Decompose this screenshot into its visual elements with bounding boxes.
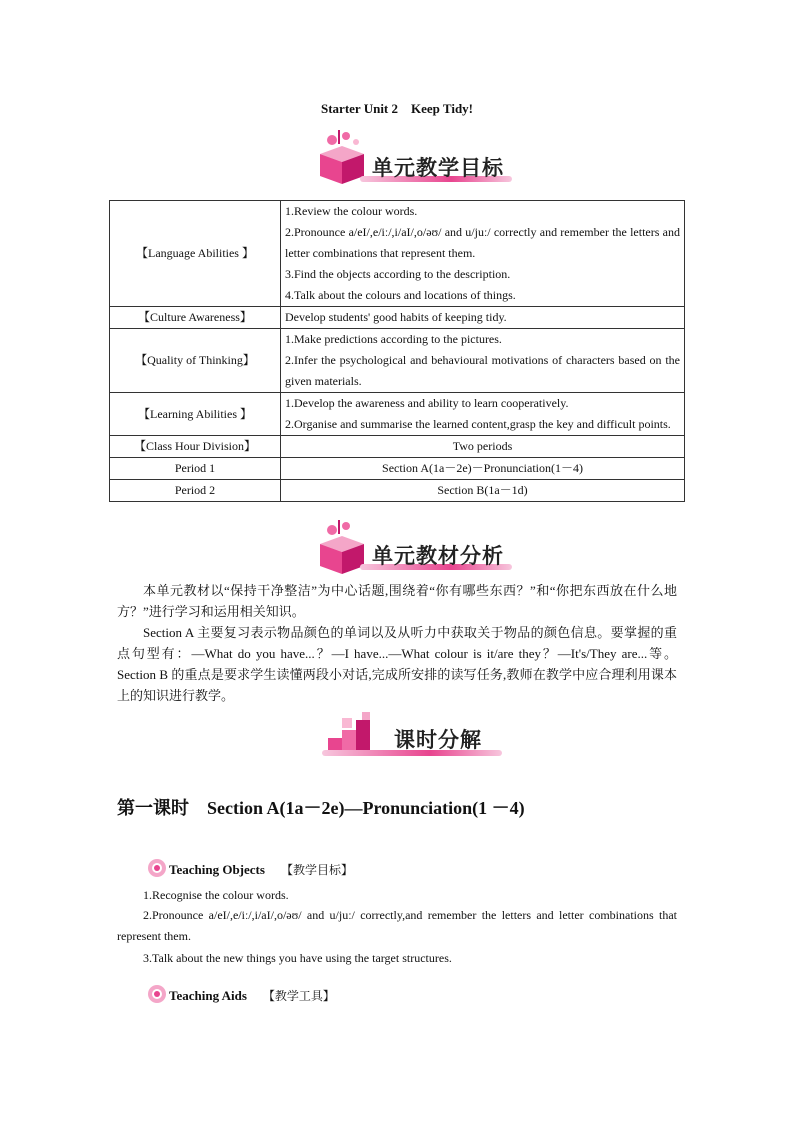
class-hour-division-value: Two periods [281,436,685,458]
analysis-paragraph-2: Section A 主要复习表示物品颜色的单词以及从听力中获取关于物品的颜色信息。要掌握的重点句型有：—What do you have...？—I have...—What colour is it/are they？—It's/They are...等。Section B 的重点是要求学生读懂两段小对话,完成所安排的读写任务,教师在教学中应合理利用课本上的知识进行教学。 [117,625,677,703]
table-row [110,436,685,458]
language-item: 2.Pronounce a/eI/,e/iː/,i/aI/,o/əʊ/ and u/juː/ correctly and remember the letters and letter combinations that represent them. [285,225,680,260]
period-1-label: Period 1 [110,458,281,480]
learning-abilities-label: 【Learning Abilities 】 [110,393,281,436]
learning-item: 1.Develop the awareness and ability to learn cooperatively. [285,396,569,410]
thinking-item: 2.Infer the psychological and behavioural motivations of characters based on the given materials. [285,353,680,388]
table-row [110,201,685,307]
goals-table [109,200,685,502]
teaching-aids-label-cn: 【教学工具】 [262,989,335,1003]
teaching-object-item: 1.Recognise the colour words. [143,888,289,902]
teaching-aids-label: Teaching Aids [169,988,247,1003]
pink-flower-icon [147,984,167,1004]
table-row [110,480,685,502]
teaching-object-item: 3.Talk about the new things you have using the target structures. [143,951,452,965]
banner-lesson-breakdown-text: 课时分解 [394,728,482,752]
language-item: 1.Review the colour words. [285,204,418,218]
period-2-value: Section B(1a－1d) [281,480,685,502]
page-title: Starter Unit 2 Keep Tidy! [320,101,474,116]
period-2-label: Period 2 [110,480,281,502]
culture-awareness-label: 【Culture Awareness】 [110,307,281,329]
teaching-object-item: 2.Pronounce a/eI/,e/iː/,i/aI/,o/əʊ/ and u/juː/ correctly,and remember the letters and letter combinations that represent them. [117,908,677,943]
lesson-title: 第一课时 Section A(1a－2e)—Pronunciation(1 －4) [117,798,525,818]
teaching-objects-label-cn: 【教学目标】 [280,863,353,877]
language-abilities-label: 【Language Abilities 】 [110,201,281,307]
banner-unit-goals-text: 单元教学目标 [372,156,504,180]
pink-flower-icon [147,858,167,878]
table-row [110,458,685,480]
learning-item: 2.Organise and summarise the learned content,grasp the key and difficult points. [285,417,671,431]
language-item: 4.Talk about the colours and locations of things. [285,288,516,302]
analysis-paragraph-1: 本单元教材以“保持干净整洁”为中心话题,围绕着“你有哪些东西？”和“你把东西放在什么地方？”进行学习和运用相关知识。 [117,583,677,619]
language-item: 3.Find the objects according to the description. [285,267,511,281]
period-1-value: Section A(1a－2e)－Pronunciation(1－4) [281,458,685,480]
teaching-objects-heading [147,858,353,878]
table-row [110,393,685,436]
table-row [110,307,685,329]
class-hour-division-label: 【Class Hour Division】 [110,436,281,458]
teaching-objects-label: Teaching Objects [169,862,265,877]
culture-awareness-text: Develop students' good habits of keeping tidy. [281,307,685,329]
table-row [110,329,685,393]
banner-unit-goals [312,128,512,182]
teaching-aids-heading [147,984,335,1004]
banner-lesson-breakdown [322,712,502,766]
thinking-item: 1.Make predictions according to the pictures. [285,332,502,346]
banner-unit-analysis [312,518,512,572]
quality-thinking-label: 【Quality of Thinking】 [110,329,281,393]
banner-unit-analysis-text: 单元教材分析 [372,544,504,568]
